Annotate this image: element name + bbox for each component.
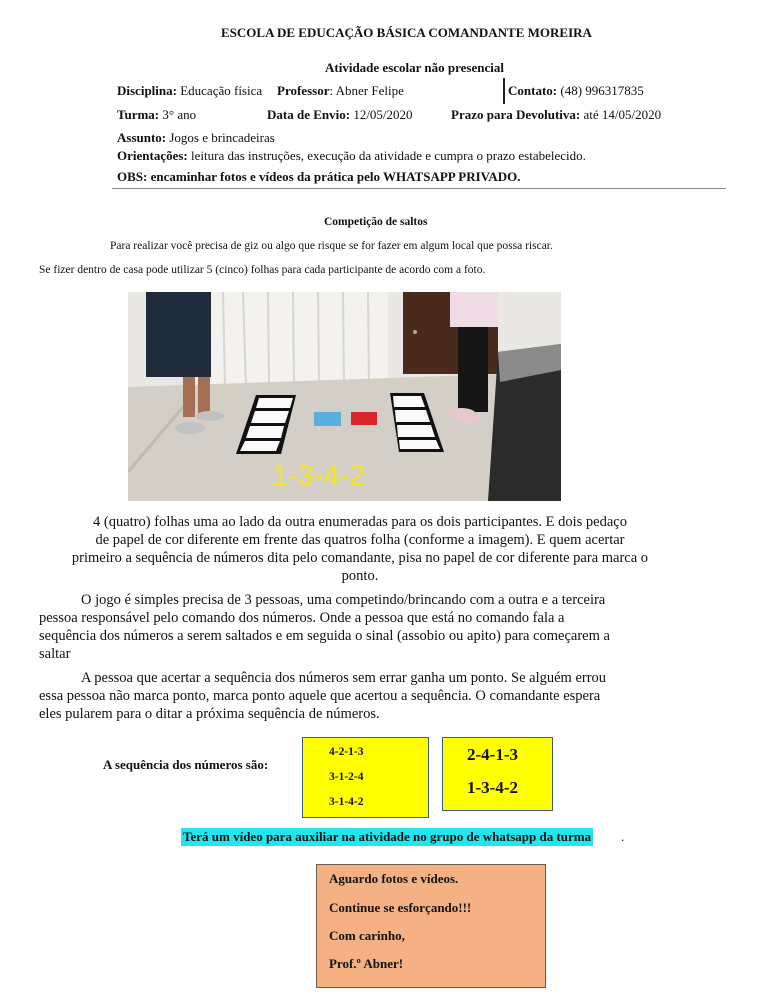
paragraph-line: essa pessoa não marca ponto, marca ponto aquele que acertou a sequência. O comandante espera [39, 688, 601, 704]
header-divider [112, 188, 726, 189]
signoff-line: Aguardo fotos e vídeos. [329, 871, 459, 886]
paragraph-line: de papel de cor diferente em frente das quatros folha (conforme a imagem). E quem acertar [95, 532, 625, 548]
right-person-pants [458, 327, 488, 412]
sequence-item: 4-2-1-3 [329, 746, 364, 758]
paragraph-2 [39, 591, 719, 663]
blue-paper [314, 412, 341, 426]
column-divider [503, 78, 505, 104]
signoff-line: Com carinho, [329, 928, 405, 943]
guidance-field [117, 148, 586, 164]
sent-date-value: 12/05/2020 [353, 107, 413, 122]
discipline-label: Disciplina: [117, 83, 177, 98]
curtain [188, 292, 388, 387]
right-person-shirt [450, 292, 498, 327]
sequence-box-1 [302, 737, 429, 818]
video-notice-period: . [621, 829, 625, 844]
discipline-field [117, 83, 262, 99]
photo-caption: 1-3-4-2 [272, 460, 366, 492]
section-title: Competição de saltos [324, 216, 428, 228]
intro-line-2: Se fizer dentro de casa pode utilizar 5 (cinco) folhas para cada participante de acordo com a foto. [39, 264, 486, 276]
paragraph-line: ponto. [341, 568, 379, 584]
subject-label: Assunto: [117, 130, 167, 145]
left-person-leg [198, 377, 210, 417]
sequence-item: 3-1-4-2 [329, 796, 364, 808]
activity-photo [128, 292, 561, 501]
discipline-value: Educação física [180, 83, 263, 98]
subject-field [117, 130, 275, 146]
left-person-sock [175, 422, 205, 434]
door-handle [413, 330, 417, 334]
sent-date-field [267, 107, 413, 123]
paragraph-1 [40, 513, 680, 585]
class-value: 3° ano [162, 107, 197, 122]
deadline-value: até 14/05/2020 [583, 107, 662, 122]
paragraph-line: sequência dos números a serem saltados e em seguida o sinal (assobio ou apito) para começarem a [39, 628, 610, 644]
contact-label: Contato: [508, 83, 558, 98]
paragraph-line: A pessoa que acertar a sequência dos números sem errar ganha um ponto. Se alguém errou [81, 670, 607, 686]
guidance-label: Orientações: [117, 148, 188, 163]
contact-value: (48) 996317835 [560, 83, 644, 98]
subject-value: Jogos e brincadeiras [169, 130, 275, 145]
teacher-value: : Abner Felipe [329, 83, 404, 98]
class-field [117, 107, 196, 123]
signoff-line: Continue se esforçando!!! [329, 900, 472, 915]
intro-line-1: Para realizar você precisa de giz ou algo que risque se for fazer em algum local que possa riscar. [110, 240, 553, 252]
red-paper [351, 412, 377, 425]
sequence-item: 3-1-2-4 [329, 771, 364, 783]
class-label: Turma: [117, 107, 160, 122]
video-notice-text: Terá um vídeo para auxiliar na atividade no grupo de whatsapp da turma [183, 829, 592, 844]
sequence-label: A sequência dos números são: [103, 757, 269, 772]
paragraph-line: pessoa responsável pelo comando dos números. Onde a pessoa que está no comando fala a [39, 610, 565, 626]
contact-field [508, 83, 644, 99]
left-person-shorts [146, 292, 211, 377]
left-person-leg [183, 377, 195, 417]
left-person-sock [196, 411, 224, 421]
sequence-box-2 [442, 737, 553, 811]
paragraph-line: O jogo é simples precisa de 3 pessoas, uma competindo/brincando com a outra e a terceira [81, 592, 606, 608]
paragraph-line: primeiro a sequência de números dita pelo comandante, pisa no papel de cor diferente para marca o [71, 550, 649, 566]
deadline-field [451, 107, 661, 123]
paragraph-line: eles pularem para o ditar a próxima sequência de números. [39, 706, 380, 722]
obs-note: OBS: encaminhar fotos e vídeos da prática pelo WHATSAPP PRIVADO. [117, 169, 521, 184]
teacher-label: Professor [277, 83, 330, 98]
signoff-line: Prof.º Abner! [329, 956, 404, 971]
sent-date-label: Data de Envio: [267, 107, 351, 122]
guidance-value: leitura das instruções, execução da atividade e cumpra o prazo estabelecido. [191, 148, 586, 163]
paragraph-3 [39, 669, 719, 723]
activity-type: Atividade escolar não presencial [325, 60, 504, 75]
video-notice [181, 828, 593, 846]
school-name: ESCOLA DE EDUCAÇÃO BÁSICA COMANDANTE MOREIRA [221, 25, 592, 40]
sequence-item: 1-3-4-2 [467, 778, 518, 797]
paragraph-line: 4 (quatro) folhas uma ao lado da outra enumeradas para os dois participantes. E dois pedaço [93, 514, 627, 530]
paragraph-line: saltar [39, 646, 71, 662]
right-person-shoe [456, 415, 480, 423]
deadline-label: Prazo para Devolutiva: [451, 107, 581, 122]
teacher-field [277, 83, 404, 99]
signoff-box [316, 864, 546, 988]
sequence-item: 2-4-1-3 [467, 745, 518, 764]
